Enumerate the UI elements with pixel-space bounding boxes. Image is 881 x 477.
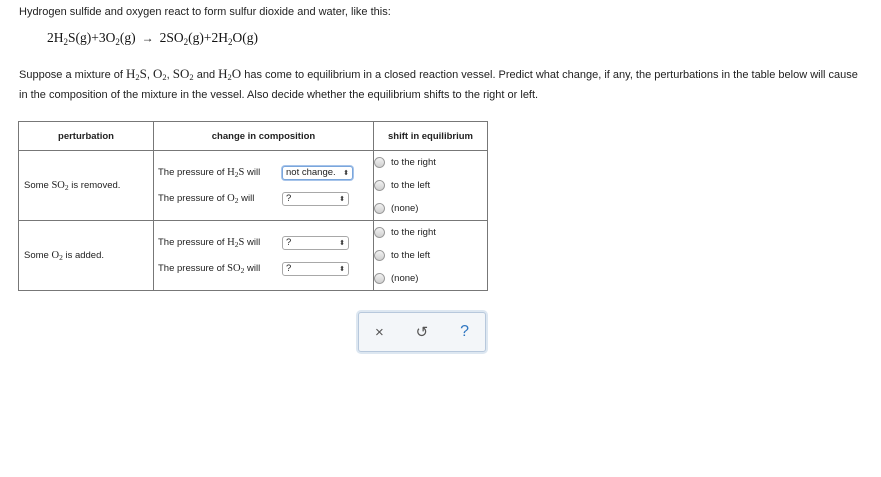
radio-option[interactable]: to the left: [374, 174, 487, 197]
intro-text: Hydrogen sulfide and oxygen react to form sulfur dioxide and water, like this:: [19, 6, 391, 18]
radio-button[interactable]: [374, 250, 385, 261]
radio-option[interactable]: (none): [374, 197, 487, 220]
action-bar: [358, 312, 486, 352]
radio-option[interactable]: to the left: [374, 244, 487, 267]
perturbation-table: [18, 121, 488, 291]
help-icon[interactable]: ?: [460, 323, 470, 340]
header-perturbation: perturbation: [19, 122, 154, 151]
change-cell: The pressure of $H_2S$ will not change. ⬍ The pressure of $O_2$ will ? ⬍: [154, 151, 374, 221]
pressure-change-select[interactable]: not change. ⬍: [282, 166, 353, 180]
shift-cell: [374, 151, 488, 221]
shift-cell: [374, 221, 488, 291]
caret-icon: ⬍: [339, 265, 345, 273]
radio-option[interactable]: (none): [374, 267, 487, 290]
radio-button[interactable]: [374, 227, 385, 238]
question-text: Suppose a mixture of $H_2S$, $O_2$, $SO_2$ and $H_2O$ has come to equilibrium in a closed reaction vessel. Predict what change, if any, the perturbations in the table below will cause in the composition of the mixture in the vessel. Also decide whether the equilibrium shifts to the right or left.: [19, 66, 858, 101]
radio-button[interactable]: [374, 203, 385, 214]
table-row: [19, 151, 488, 221]
header-change: change in composition: [154, 122, 374, 151]
radio-button[interactable]: [374, 157, 385, 168]
caret-icon: ⬍: [343, 169, 349, 177]
pressure-change-select[interactable]: ? ⬍: [282, 236, 349, 250]
pressure-change-select[interactable]: ? ⬍: [282, 192, 349, 206]
reaction-equation: $2H_2S(g)+3O_2(g) \to 2SO_2(g)+2H_2O(g)$: [47, 30, 259, 47]
perturbation-cell: Some $O_2$ is added.: [19, 221, 154, 291]
table-row: [19, 221, 488, 291]
header-shift: shift in equilibrium: [374, 122, 488, 151]
pressure-change-select[interactable]: ? ⬍: [282, 262, 349, 276]
close-icon[interactable]: ×: [374, 323, 384, 341]
change-cell: The pressure of $H_2S$ will ? ⬍ The pressure of $SO_2$ will ? ⬍: [154, 221, 374, 291]
radio-button[interactable]: [374, 180, 385, 191]
radio-option[interactable]: to the right: [374, 221, 487, 244]
caret-icon: ⬍: [339, 195, 345, 203]
undo-icon[interactable]: ↺: [415, 324, 429, 341]
radio-button[interactable]: [374, 273, 385, 284]
caret-icon: ⬍: [339, 239, 345, 247]
radio-option[interactable]: to the right: [374, 151, 487, 174]
arrow-icon: →: [141, 31, 154, 45]
perturbation-cell: Some $SO_2$ is removed.: [19, 151, 154, 221]
